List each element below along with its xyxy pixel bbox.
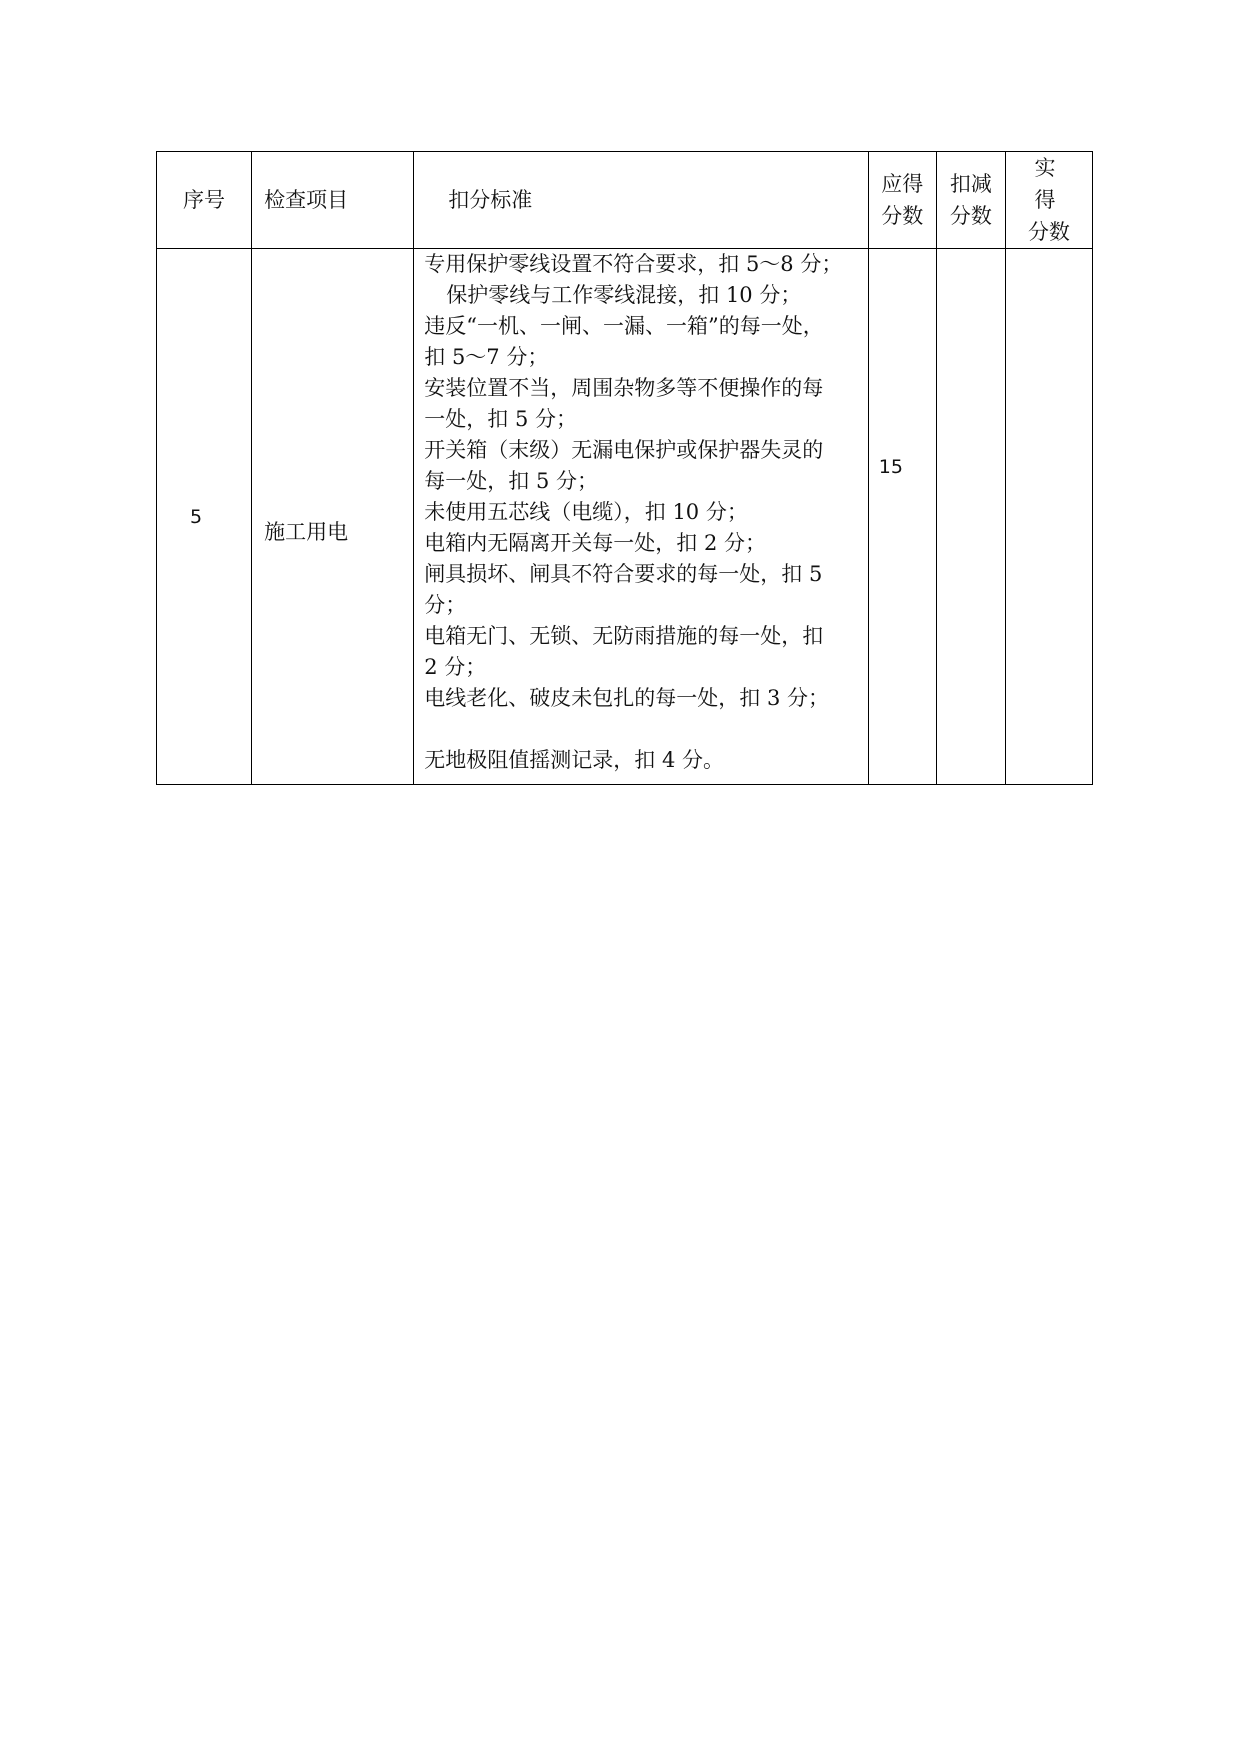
header-deducted-score-line1: 扣减 bbox=[949, 172, 992, 196]
table-row bbox=[157, 249, 1093, 785]
header-due-score bbox=[868, 152, 936, 249]
row-inspection-item: 施工用电 bbox=[252, 249, 414, 785]
row-actual-score bbox=[1005, 249, 1092, 785]
standard-line: 分； bbox=[424, 593, 467, 617]
header-deducted-score-line2: 分数 bbox=[949, 204, 992, 228]
header-actual-score-line1: 实得 bbox=[1034, 156, 1078, 212]
header-due-score-line2: 分数 bbox=[881, 204, 924, 228]
standard-line-blank bbox=[424, 714, 861, 745]
row-deducted-score bbox=[936, 249, 1005, 785]
table-header-row bbox=[157, 152, 1093, 249]
standard-line: 违反“一机、一闸、一漏、一箱”的每一处， bbox=[424, 314, 824, 338]
standard-line: 扣 5～7 分； bbox=[424, 345, 549, 369]
standard-line: 未使用五芯线（电缆），扣 10 分； bbox=[424, 500, 748, 524]
standard-line: 每一处，扣 5 分； bbox=[424, 469, 598, 493]
standard-line: 开关箱（末级）无漏电保护或保护器失灵的 bbox=[424, 438, 824, 462]
standard-line: 2 分； bbox=[424, 655, 487, 679]
standard-line: 专用保护零线设置不符合要求，扣 5～8 分； bbox=[424, 252, 843, 276]
standard-line: 电箱内无隔离开关每一处，扣 2 分； bbox=[424, 531, 766, 555]
standard-line: 电线老化、破皮未包扎的每一处，扣 3 分； bbox=[424, 686, 829, 710]
header-due-score-line1: 应得 bbox=[881, 172, 924, 196]
standard-line: 安装位置不当，周围杂物多等不便操作的每 bbox=[424, 376, 824, 400]
standard-line: 无地极阻值摇测记录，扣 4 分。 bbox=[424, 748, 724, 772]
row-due-score: 15 bbox=[868, 249, 936, 785]
header-actual-score-line2: 分数 bbox=[1027, 220, 1070, 244]
header-serial-number: 序号 bbox=[157, 152, 252, 249]
header-inspection-item: 检查项目 bbox=[252, 152, 414, 249]
standard-line: 保护零线与工作零线混接，扣 10 分； bbox=[446, 283, 802, 307]
inspection-score-table bbox=[156, 151, 1093, 785]
header-actual-score bbox=[1005, 152, 1092, 249]
header-deduction-standard: 扣分标准 bbox=[414, 152, 868, 249]
standard-line: 电箱无门、无锁、无防雨措施的每一处，扣 bbox=[424, 624, 824, 648]
row-deduction-standard bbox=[414, 249, 868, 785]
standard-line: 一处，扣 5 分； bbox=[424, 407, 577, 431]
standard-line: 闸具损坏、闸具不符合要求的每一处，扣 5 bbox=[424, 562, 823, 586]
header-deducted-score bbox=[936, 152, 1005, 249]
row-serial-number: 5 bbox=[157, 249, 252, 785]
